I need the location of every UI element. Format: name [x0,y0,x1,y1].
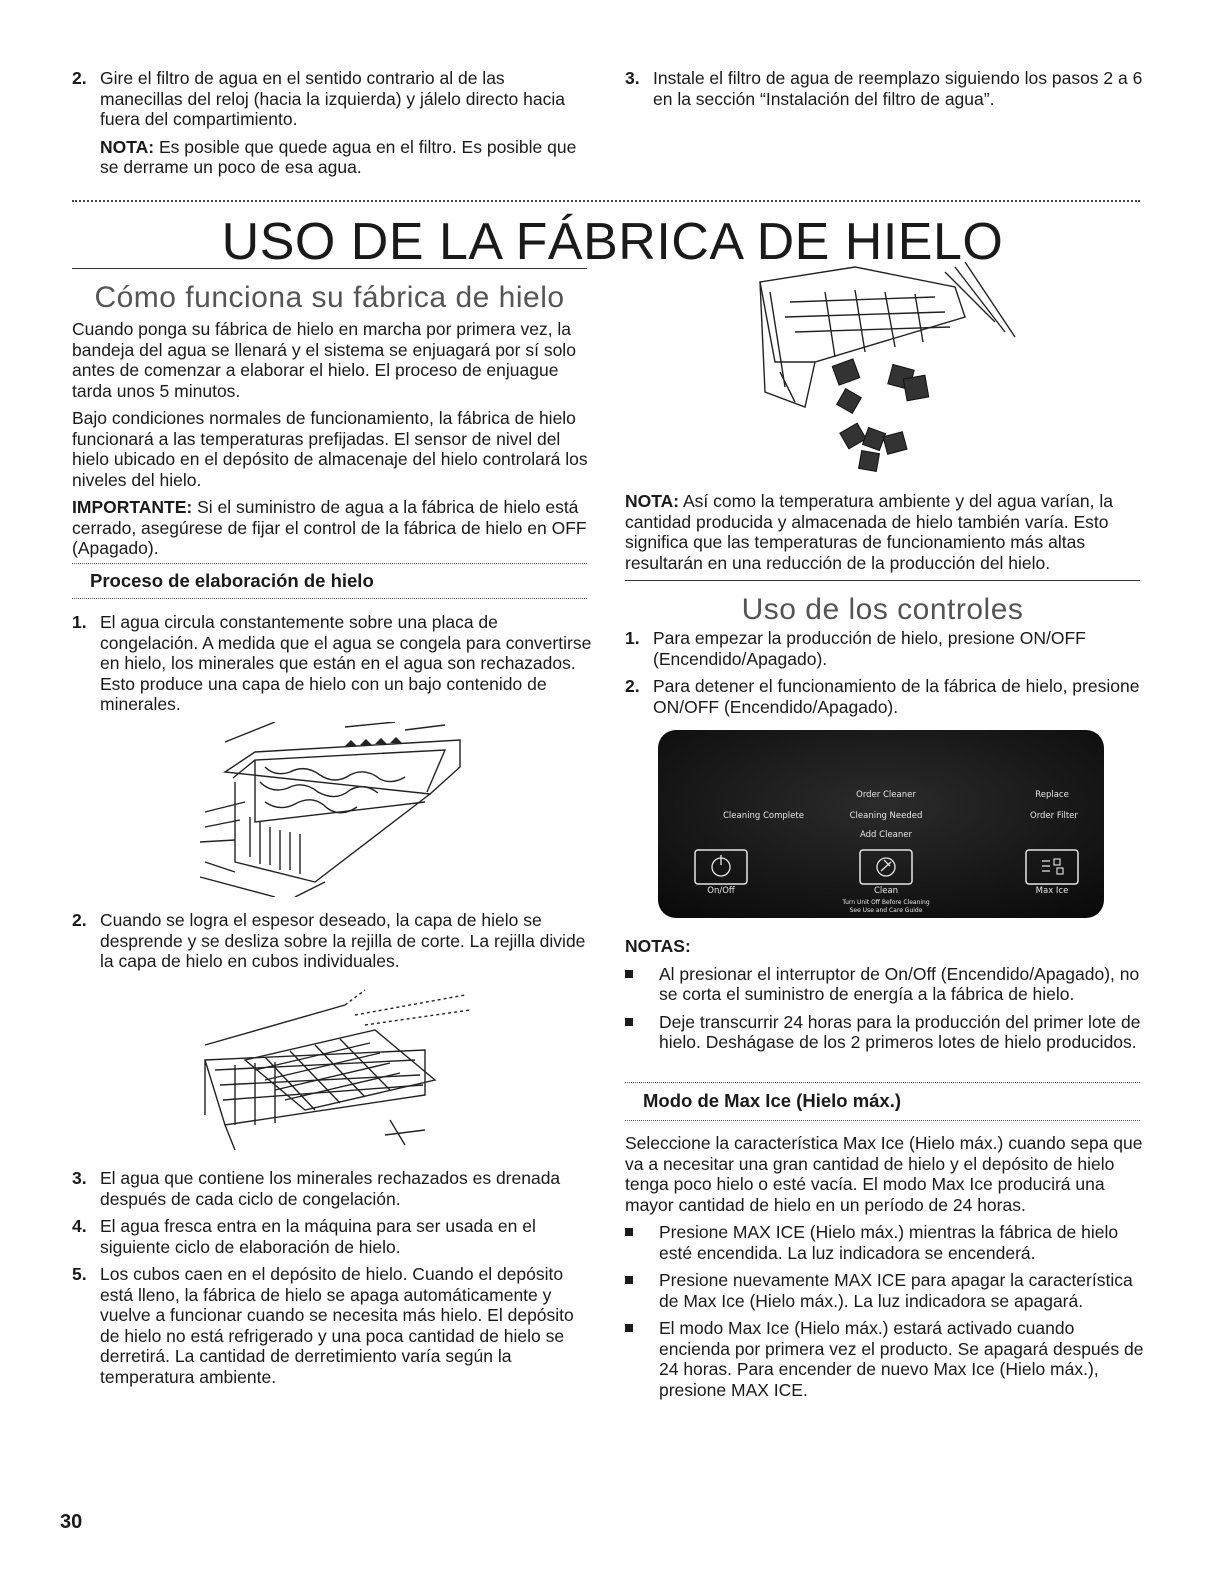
paragraph: Seleccione la característica Max Ice (Hielo máx.) cuando sepa que va a necesitar una gran cantidad de hielo y el depósito de hielo tenga poco hielo o esté vacía. El modo Max Ice producirá una mayor cantidad de hielo en un período de 24 horas. [625,1133,1143,1215]
note-label: NOTA: [625,491,680,511]
how-it-works-body [72,319,592,566]
item-text: Cuando se logra el espesor deseado, la capa de hielo se desprende y se desliza sobre la rejilla de corte. La rejilla divide la capa de hielo en cubos individuales. [100,910,586,971]
item-number: 2. [72,910,87,930]
bullet-item [625,1222,1145,1263]
note-text: Es posible que quede agua en el filtro. Es posible que se derrame un poco de esa agua. [100,136,577,177]
item-text: El agua fresca entra en la máquina para ser usada en el siguiente ciclo de elaboración de hielo. [100,1216,536,1257]
controls-rule [625,580,1140,581]
item-number: 5. [72,1264,87,1284]
note-paragraph [72,137,592,178]
cutting-grid-illustration [195,985,470,1155]
turn-off-note: Turn Unit Off Before Cleaning [842,899,930,906]
item-number: 1. [625,628,640,648]
item-text: Para empezar la producción de hielo, presione ON/OFF (Encendido/Apagado). [653,628,1086,669]
controls-title: Uso de los controles [741,593,1024,626]
bullet-icon [625,1228,633,1236]
important-text: Si el suministro de agua a la fábrica de hielo está cerrado, asegúrese de fijar el control de la fábrica de hielo en OFF (Apagado). [72,497,587,558]
list-item [72,68,592,130]
list-item [625,676,1145,717]
replace-label: Replace [1035,790,1069,800]
important-paragraph [72,497,592,559]
on-off-label: On/Off [707,886,735,896]
item-text: El agua circula constantemente sobre una placa de congelación. A medida que el agua se congela para convertirse en hielo, los minerales que están en el agua son rechazados. Esto produce una capa de hielo con un bajo contenido de minerales. [100,612,592,714]
ice-cubes-illustration [755,262,1025,477]
bullet-item [625,1270,1145,1311]
item-text: El agua que contiene los minerales rechazados es drenada después de cada ciclo de congelación. [100,1168,561,1209]
freezing-plate-illustration [195,722,465,897]
clean-label: Clean [873,886,899,896]
cleaning-needed-label: Cleaning Needed [849,811,923,821]
order-cleaner-label: Order Cleaner [856,790,916,800]
top-left-column [72,68,592,185]
process-steps-3-5 [72,1168,592,1394]
bullet-icon [625,970,633,978]
item-number: 3. [72,1168,87,1188]
order-filter-label: Order Filter [1030,811,1078,821]
see-guide-note: See Use and Care Guide [849,907,923,914]
item-number: 3. [625,68,640,88]
list-item [72,910,592,972]
item-number: 2. [72,68,87,88]
item-number: 4. [72,1216,87,1236]
cleaning-complete-label: Cleaning Complete [723,811,804,821]
heading-rule-top [72,563,587,564]
top-right-column [625,68,1145,116]
notes-block [625,936,1145,1060]
important-label: IMPORTANTE: [72,497,193,517]
list-item [72,1168,592,1209]
bullet-text: Al presionar el interruptor de On/Off (Encendido/Apagado), no se corta el suministro de energía a la fábrica de hielo. [659,963,1140,1004]
bullet-icon [625,1276,633,1284]
paragraph: Cuando ponga su fábrica de hielo en marcha por primera vez, la bandeja del agua se llenará y el sistema se enjuagará por sí solo antes de comenzar a elaborar el hielo. El proceso de enjuague tarda unos 5 minutos. [72,319,576,401]
process-step-1 [72,612,592,722]
bullet-item [625,964,1145,1005]
notes-heading: NOTAS: [625,936,691,956]
list-item [625,68,1145,109]
list-item [625,628,1145,669]
bullet-item [625,1012,1145,1053]
bullet-text: Deje transcurrir 24 horas para la producción del primer lote de hielo. Deshágase de los 2 primeros lotes de hielo producidos. [659,1011,1141,1052]
control-panel-image [658,730,1104,918]
bullet-text: El modo Max Ice (Hielo máx.) estará activado cuando encienda por primera vez el producto. Se apagará después de 24 horas. Para encender de nuevo Max Ice (Hielo máx.), presione MAX ICE. [659,1318,1144,1400]
section-divider [72,200,1140,202]
note-paragraph [625,491,1145,573]
maxice-heading: Modo de Max Ice (Hielo máx.) [643,1090,902,1111]
process-heading: Proceso de elaboración de hielo [90,570,374,591]
page-title: USO DE LA FÁBRICA DE HIELO [221,213,1004,271]
bullet-icon [625,1324,633,1332]
note-text: Así como la temperatura ambiente y del agua varían, la cantidad producida y almacenada de hielo también varía. Esto significa que las temperaturas de funcionamiento más altas resultarán en una reducción de la producción del hielo. [625,491,1113,573]
add-cleaner-label: Add Cleaner [859,830,913,840]
item-text: Los cubos caen en el depósito de hielo. Cuando el depósito está lleno, la fábrica de hielo se apaga automáticamente y vuelve a funcionar cuando se necesita más hielo. El depósito de hielo no está refrigerado y una poca cantidad de hielo se derretirá. La cantidad de derretimiento varía según la temperatura ambiente. [100,1264,574,1387]
subtitle-rule [72,268,587,269]
heading-rule-top [625,1082,1140,1083]
heading-rule-bottom [72,598,587,599]
how-it-works-title: Cómo funciona su fábrica de hielo [94,281,565,314]
list-item [72,1216,592,1257]
bullet-text: Presione MAX ICE (Hielo máx.) mientras la fábrica de hielo esté encendida. La luz indicadora se encenderá. [659,1222,1119,1263]
list-item [72,612,592,715]
item-number: 2. [625,676,640,696]
controls-steps [625,628,1145,724]
process-step-2 [72,910,592,979]
max-ice-label: Max Ice [1035,886,1069,896]
list-item [72,1264,592,1387]
heading-rule-bottom [625,1120,1140,1121]
page-number: 30 [60,1511,83,1533]
bullet-text: Presione nuevamente MAX ICE para apagar la característica de Max Ice (Hielo máx.). La luz indicadora se apagará. [659,1270,1133,1311]
bullet-icon [625,1018,633,1026]
right-note-block [625,491,1145,580]
item-number: 1. [72,612,87,632]
paragraph: Bajo condiciones normales de funcionamiento, la fábrica de hielo funcionará a las temperaturas prefijadas. El sensor de nivel del hielo ubicado en el depósito de almacenaje del hielo controlará los niveles del hielo. [72,408,588,490]
item-text: Instale el filtro de agua de reemplazo siguiendo los pasos 2 a 6 en la sección “Instalación del filtro de agua”. [653,68,1143,109]
bullet-item [625,1318,1145,1400]
maxice-body [625,1133,1145,1407]
note-label: NOTA: [100,136,155,157]
item-text: Gire el filtro de agua en el sentido contrario al de las manecillas del reloj (hacia la izquierda) y jálelo directo hacia fuera del compartimiento. [100,68,565,129]
item-text: Para detener el funcionamiento de la fábrica de hielo, presione ON/OFF (Encendido/Apagado). [653,676,1140,717]
